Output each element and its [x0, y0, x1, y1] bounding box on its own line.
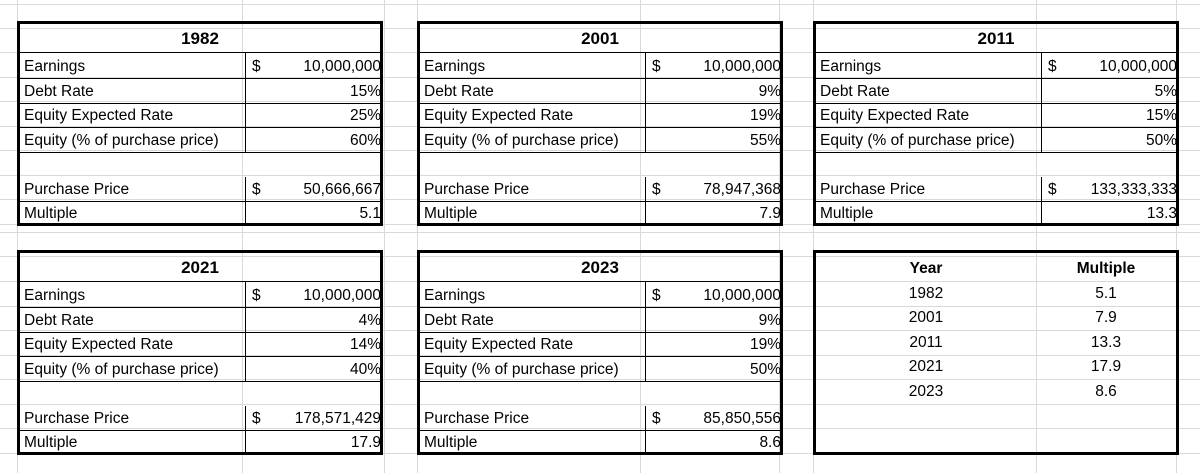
- row-divider: [816, 103, 1176, 104]
- earnings-value: 10,000,000: [703, 58, 781, 75]
- row-divider: [816, 201, 1176, 202]
- equity-pct-label: Equity (% of purchase price): [24, 361, 219, 378]
- multiple-value: 5.1: [359, 205, 381, 222]
- earnings-label: Earnings: [820, 58, 882, 75]
- summary-year-cell: 2021: [908, 358, 944, 375]
- row-divider: [420, 127, 780, 128]
- summary-year-cell: 1982: [908, 285, 944, 302]
- purchase-price-value: 85,850,556: [703, 410, 781, 427]
- debt-rate-value: 9%: [758, 312, 781, 329]
- valuation-block: [417, 21, 783, 226]
- earnings-label: Earnings: [24, 287, 86, 304]
- purchase-price-label: Purchase Price: [820, 181, 926, 198]
- row-divider: [420, 430, 780, 431]
- multiple-label: Multiple: [424, 205, 478, 222]
- earnings-value: 10,000,000: [703, 287, 781, 304]
- title-underline: [20, 52, 380, 53]
- debt-rate-label: Debt Rate: [820, 83, 890, 100]
- purchase-price-dollar-sign: $: [252, 181, 261, 198]
- debt-rate-value: 5%: [1154, 83, 1177, 100]
- row-divider: [20, 103, 380, 104]
- row-divider: [816, 127, 1176, 128]
- row-divider: [420, 103, 780, 104]
- earnings-dollar-sign: $: [652, 58, 661, 75]
- purchase-price-value: 50,666,667: [303, 181, 381, 198]
- earnings-label: Earnings: [424, 287, 486, 304]
- debt-rate-label: Debt Rate: [424, 312, 494, 329]
- equity-rate-label: Equity Expected Rate: [424, 336, 574, 353]
- earnings-dollar-sign: $: [1048, 58, 1057, 75]
- equity-pct-value: 50%: [749, 361, 781, 378]
- equity-rate-value: 15%: [1145, 107, 1177, 124]
- earnings-label: Earnings: [24, 58, 86, 75]
- summary-year-cell: 2011: [909, 334, 943, 351]
- row-divider: [420, 78, 780, 79]
- title-underline: [20, 281, 380, 282]
- equity-rate-label: Equity Expected Rate: [820, 107, 970, 124]
- equity-rate-label: Equity Expected Rate: [24, 336, 174, 353]
- debt-rate-label: Debt Rate: [24, 83, 94, 100]
- equity-pct-label: Equity (% of purchase price): [424, 132, 619, 149]
- row-divider: [20, 430, 380, 431]
- equity-rate-value: 14%: [349, 336, 381, 353]
- summary-multiple-cell: 8.6: [1095, 383, 1117, 400]
- summary-multiple-header: Multiple: [1076, 260, 1136, 277]
- row-divider: [20, 356, 380, 357]
- purchase-price-value: 78,947,368: [703, 181, 781, 198]
- equity-pct-value: 40%: [349, 361, 381, 378]
- purchase-price-value: 133,333,333: [1090, 181, 1177, 198]
- equity-pct-value: 60%: [349, 132, 381, 149]
- row-divider: [20, 381, 380, 382]
- earnings-label: Earnings: [424, 58, 486, 75]
- multiple-value: 17.9: [350, 434, 381, 451]
- block-year-title: 2021: [181, 258, 219, 277]
- debt-rate-label: Debt Rate: [24, 312, 94, 329]
- summary-year-header: Year: [909, 260, 943, 277]
- purchase-price-label: Purchase Price: [424, 410, 530, 427]
- row-divider: [816, 78, 1176, 79]
- multiple-value: 8.6: [759, 434, 781, 451]
- earnings-dollar-sign: $: [252, 58, 261, 75]
- summary-table: [813, 250, 1179, 455]
- equity-pct-label: Equity (% of purchase price): [820, 132, 1015, 149]
- row-divider: [420, 356, 780, 357]
- valuation-block: [17, 21, 383, 226]
- purchase-price-label: Purchase Price: [424, 181, 530, 198]
- multiple-label: Multiple: [24, 205, 78, 222]
- row-divider: [816, 152, 1176, 153]
- grid-col-line: [384, 0, 385, 473]
- equity-rate-label: Equity Expected Rate: [424, 107, 574, 124]
- earnings-value: 10,000,000: [303, 58, 381, 75]
- equity-rate-label: Equity Expected Rate: [24, 107, 174, 124]
- equity-rate-value: 25%: [349, 107, 381, 124]
- block-year-title: 2001: [581, 29, 619, 48]
- debt-rate-value: 4%: [358, 312, 381, 329]
- equity-rate-value: 19%: [749, 336, 781, 353]
- row-divider: [420, 201, 780, 202]
- summary-multiple-cell: 7.9: [1095, 309, 1117, 326]
- title-underline: [816, 52, 1176, 53]
- row-divider: [20, 307, 380, 308]
- purchase-price-dollar-sign: $: [652, 181, 661, 198]
- valuation-block: [813, 21, 1179, 226]
- row-divider: [420, 152, 780, 153]
- row-divider: [20, 127, 380, 128]
- summary-multiple-cell: 17.9: [1090, 358, 1122, 375]
- valuation-block: [417, 250, 783, 455]
- block-year-title: 2011: [977, 29, 1015, 48]
- title-underline: [420, 281, 780, 282]
- multiple-value: 7.9: [759, 205, 781, 222]
- grid-row-line: [0, 4, 1200, 5]
- equity-pct-value: 55%: [749, 132, 781, 149]
- multiple-label: Multiple: [24, 434, 78, 451]
- block-year-title: 2023: [581, 258, 619, 277]
- block-year-title: 1982: [181, 29, 219, 48]
- equity-rate-value: 19%: [749, 107, 781, 124]
- equity-pct-label: Equity (% of purchase price): [424, 361, 619, 378]
- purchase-price-label: Purchase Price: [24, 181, 130, 198]
- purchase-price-dollar-sign: $: [652, 410, 661, 427]
- multiple-label: Multiple: [424, 434, 478, 451]
- purchase-price-label: Purchase Price: [24, 410, 130, 427]
- row-divider: [20, 332, 380, 333]
- summary-year-cell: 2023: [908, 383, 944, 400]
- earnings-dollar-sign: $: [252, 287, 261, 304]
- purchase-price-dollar-sign: $: [1048, 181, 1057, 198]
- valuation-block: [17, 250, 383, 455]
- row-divider: [20, 152, 380, 153]
- row-divider: [20, 201, 380, 202]
- summary-multiple-cell: 5.1: [1095, 285, 1117, 302]
- summary-multiple-cell: 13.3: [1090, 334, 1122, 351]
- row-divider: [20, 78, 380, 79]
- title-underline: [420, 52, 780, 53]
- multiple-value: 13.3: [1146, 205, 1177, 222]
- earnings-dollar-sign: $: [652, 287, 661, 304]
- earnings-value: 10,000,000: [303, 287, 381, 304]
- multiple-label: Multiple: [820, 205, 874, 222]
- row-divider: [420, 381, 780, 382]
- purchase-price-value: 178,571,429: [294, 410, 381, 427]
- summary-year-cell: 2001: [908, 309, 944, 326]
- debt-rate-value: 15%: [349, 83, 381, 100]
- row-divider: [420, 307, 780, 308]
- grid-row-line: [0, 232, 1200, 233]
- debt-rate-label: Debt Rate: [424, 83, 494, 100]
- row-divider: [420, 332, 780, 333]
- debt-rate-value: 9%: [758, 83, 781, 100]
- earnings-value: 10,000,000: [1099, 58, 1177, 75]
- equity-pct-label: Equity (% of purchase price): [24, 132, 219, 149]
- purchase-price-dollar-sign: $: [252, 410, 261, 427]
- equity-pct-value: 50%: [1145, 132, 1177, 149]
